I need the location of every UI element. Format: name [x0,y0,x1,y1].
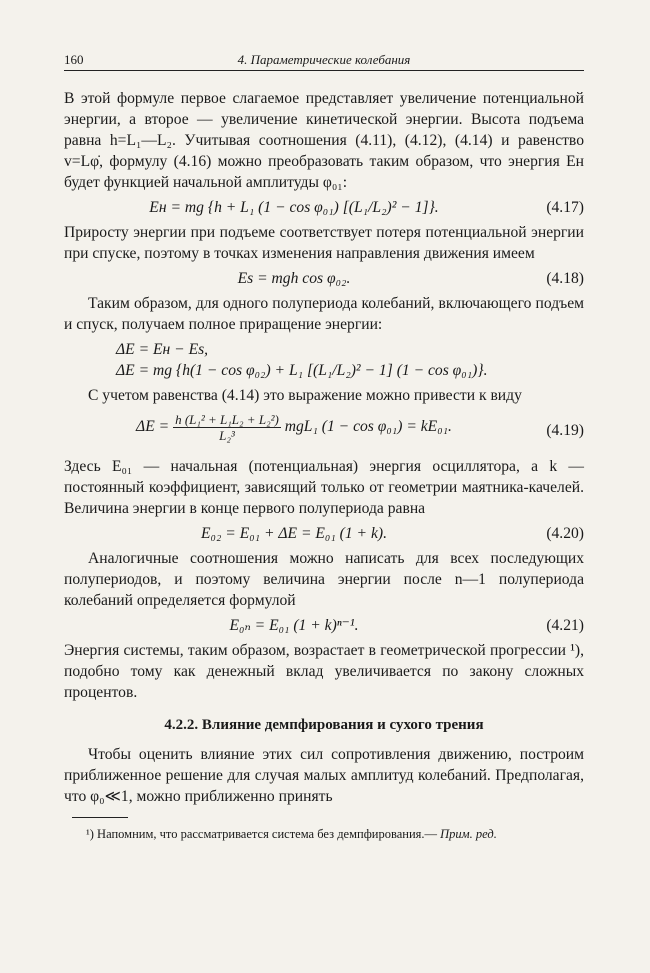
equation-fraction [173,412,281,443]
equation-system [116,339,584,381]
footnote-rule [72,817,128,818]
equation-4-21 [64,615,584,636]
paragraph-2: Приросту энергии при подъеме соответствует потеря потенциальной энергии при спуске, поэтому в точках изменения направления движения имеем [64,224,584,262]
paragraph-7: Энергия системы, таким образом, возрастает в геометрической прогрессии ¹), подобно тому как денежный вклад увеличивается по закону сложных процентов. [64,642,584,701]
equation-formula: Eн = mg {h + L₁ (1 − cos φ₀₁) [(L₁/L₂)² − 1]}. [149,199,439,216]
paragraph-8: Чтобы оценить влияние этих сил сопротивления движению, построим приближенное решение для случая малых амплитуд колебаний. Предполагая, что φ₀≪1, можно приближенно принять [64,746,584,805]
equation-number: (4.20) [546,525,584,542]
page-body [64,88,584,842]
system-line-1: ΔE = Eн − Es, [116,341,209,358]
paragraph-4: С учетом равенства (4.14) это выражение можно привести к виду [88,387,522,404]
paragraph-5: Здесь E₀₁ — начальная (потенциальная) энергия осциллятора, а k — постоянный коэффициент, зависящий только от геометрии маятника-качелей. Величина энергии в конце первого полупериода равна [64,458,584,517]
footnote-attribution: Прим. ред. [440,827,497,841]
page [64,52,584,841]
fraction-numerator: h (L₁² + L₁L₂ + L₂²) [175,412,279,427]
equation-number: (4.18) [546,270,584,287]
footnote [64,826,584,842]
section-heading: 4.2.2. Влияние демпфирования и сухого трения [164,717,484,733]
running-header [64,52,584,72]
paragraph-1: В этой формуле первое слагаемое представляет увеличение потенциальной энергии, а второе — увеличение кинетической энергии. Высота подъема равна h=L₁—L₂. Учитывая соотношения (4.11), (4.12), (4.14) и равенство v=Lφ̇, формулу (4.16) можно преобразовать таким образом, что энергия Eн будет функцией начальной амплитуды φ₀₁: [64,90,584,191]
equation-formula [64,412,524,443]
system-line-2: ΔE = mg {h(1 − cos φ₀₂) + L₁ [(L₁/L₂)² − 1] (1 − cos φ₀₁)}. [116,362,488,379]
equation-rhs: mgL₁ (1 − cos φ₀₁) = kE₀₁. [284,418,452,436]
header-rule [64,70,584,71]
equation-formula: Es = mgh cos φ₀₂. [237,270,351,287]
equation-4-18 [64,268,584,289]
equation-4-19 [64,410,584,452]
paragraph-6: Аналогичные соотношения можно написать для всех последующих полупериодов, и поэтому величина энергии после n—1 полупериода колебаний определяется формулой [64,550,584,609]
footnote-text: Напомним, что рассматривается система без демпфирования.— [97,827,438,841]
paragraph-3: Таким образом, для одного полупериода колебаний, включающего подъем и спуск, получаем полное приращение энергии: [64,295,584,333]
footnote-mark: ¹) [86,827,94,841]
equation-number: (4.21) [546,617,584,634]
equation-number: (4.17) [546,199,584,216]
equation-4-20 [64,523,584,544]
fraction-denominator: L₂³ [219,428,235,443]
equation-number: (4.19) [546,422,584,439]
equation-formula: E₀ₙ = E₀₁ (1 + k)ⁿ⁻¹. [229,617,359,634]
equation-lhs: ΔE = [136,418,170,436]
equation-4-17 [64,197,584,218]
equation-formula: E₀₂ = E₀₁ + ΔE = E₀₁ (1 + k). [201,525,387,542]
running-title: 4. Параметрические колебания [237,52,411,67]
page-number: 160 [64,52,84,67]
